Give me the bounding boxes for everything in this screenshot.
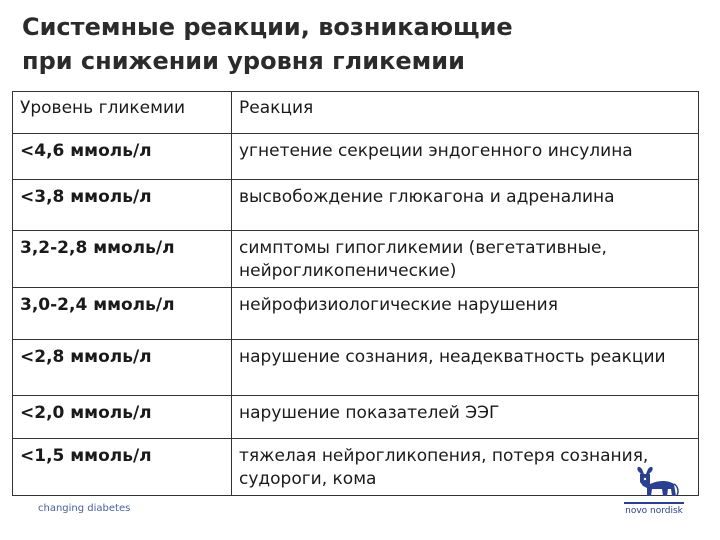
header-reaction: Реакция [232, 92, 699, 134]
reaction-cell: тяжелая нейрогликопения, потеря сознания, судороги, кома [232, 439, 699, 496]
table-row [13, 134, 699, 180]
glycemia-reaction-table [12, 91, 699, 496]
glycemia-level-cell: <1,5 ммоль/л [13, 439, 232, 496]
glycemia-level-cell: 3,0-2,4 ммоль/л [13, 288, 232, 340]
glycemia-level-cell: <2,8 ммоль/л [13, 340, 232, 396]
slide-title [22, 10, 702, 78]
title-line-2: при снижении уровня гликемии [22, 47, 465, 75]
apis-bull-logo-icon [618, 462, 690, 506]
brand-name: novo nordisk [625, 506, 683, 516]
table-header-row [13, 92, 699, 134]
glycemia-level-cell: <2,0 ммоль/л [13, 396, 232, 439]
header-level: Уровень гликемии [13, 92, 232, 134]
table-row [13, 231, 699, 288]
brand-logo [618, 462, 690, 522]
reaction-cell: нарушение показателей ЭЭГ [232, 396, 699, 439]
table-row [13, 288, 699, 340]
reaction-cell: нейрофизиологические нарушения [232, 288, 699, 340]
reaction-cell: нарушение сознания, неадекватность реакции [232, 340, 699, 396]
table-row [13, 180, 699, 231]
reaction-cell: высвобождение глюкагона и адреналина [232, 180, 699, 231]
reaction-cell: угнетение секреции эндогенного инсулина [232, 134, 699, 180]
table-row [13, 396, 699, 439]
table-row [13, 340, 699, 396]
reaction-cell: симптомы гипогликемии (вегетативные, нейрогликопенические) [232, 231, 699, 288]
footer-tagline: changing diabetes [38, 503, 131, 514]
title-line-1: Системные реакции, возникающие [22, 13, 513, 41]
glycemia-level-cell: <3,8 ммоль/л [13, 180, 232, 231]
table-row [13, 439, 699, 496]
glycemia-level-cell: <4,6 ммоль/л [13, 134, 232, 180]
glycemia-level-cell: 3,2-2,8 ммоль/л [13, 231, 232, 288]
